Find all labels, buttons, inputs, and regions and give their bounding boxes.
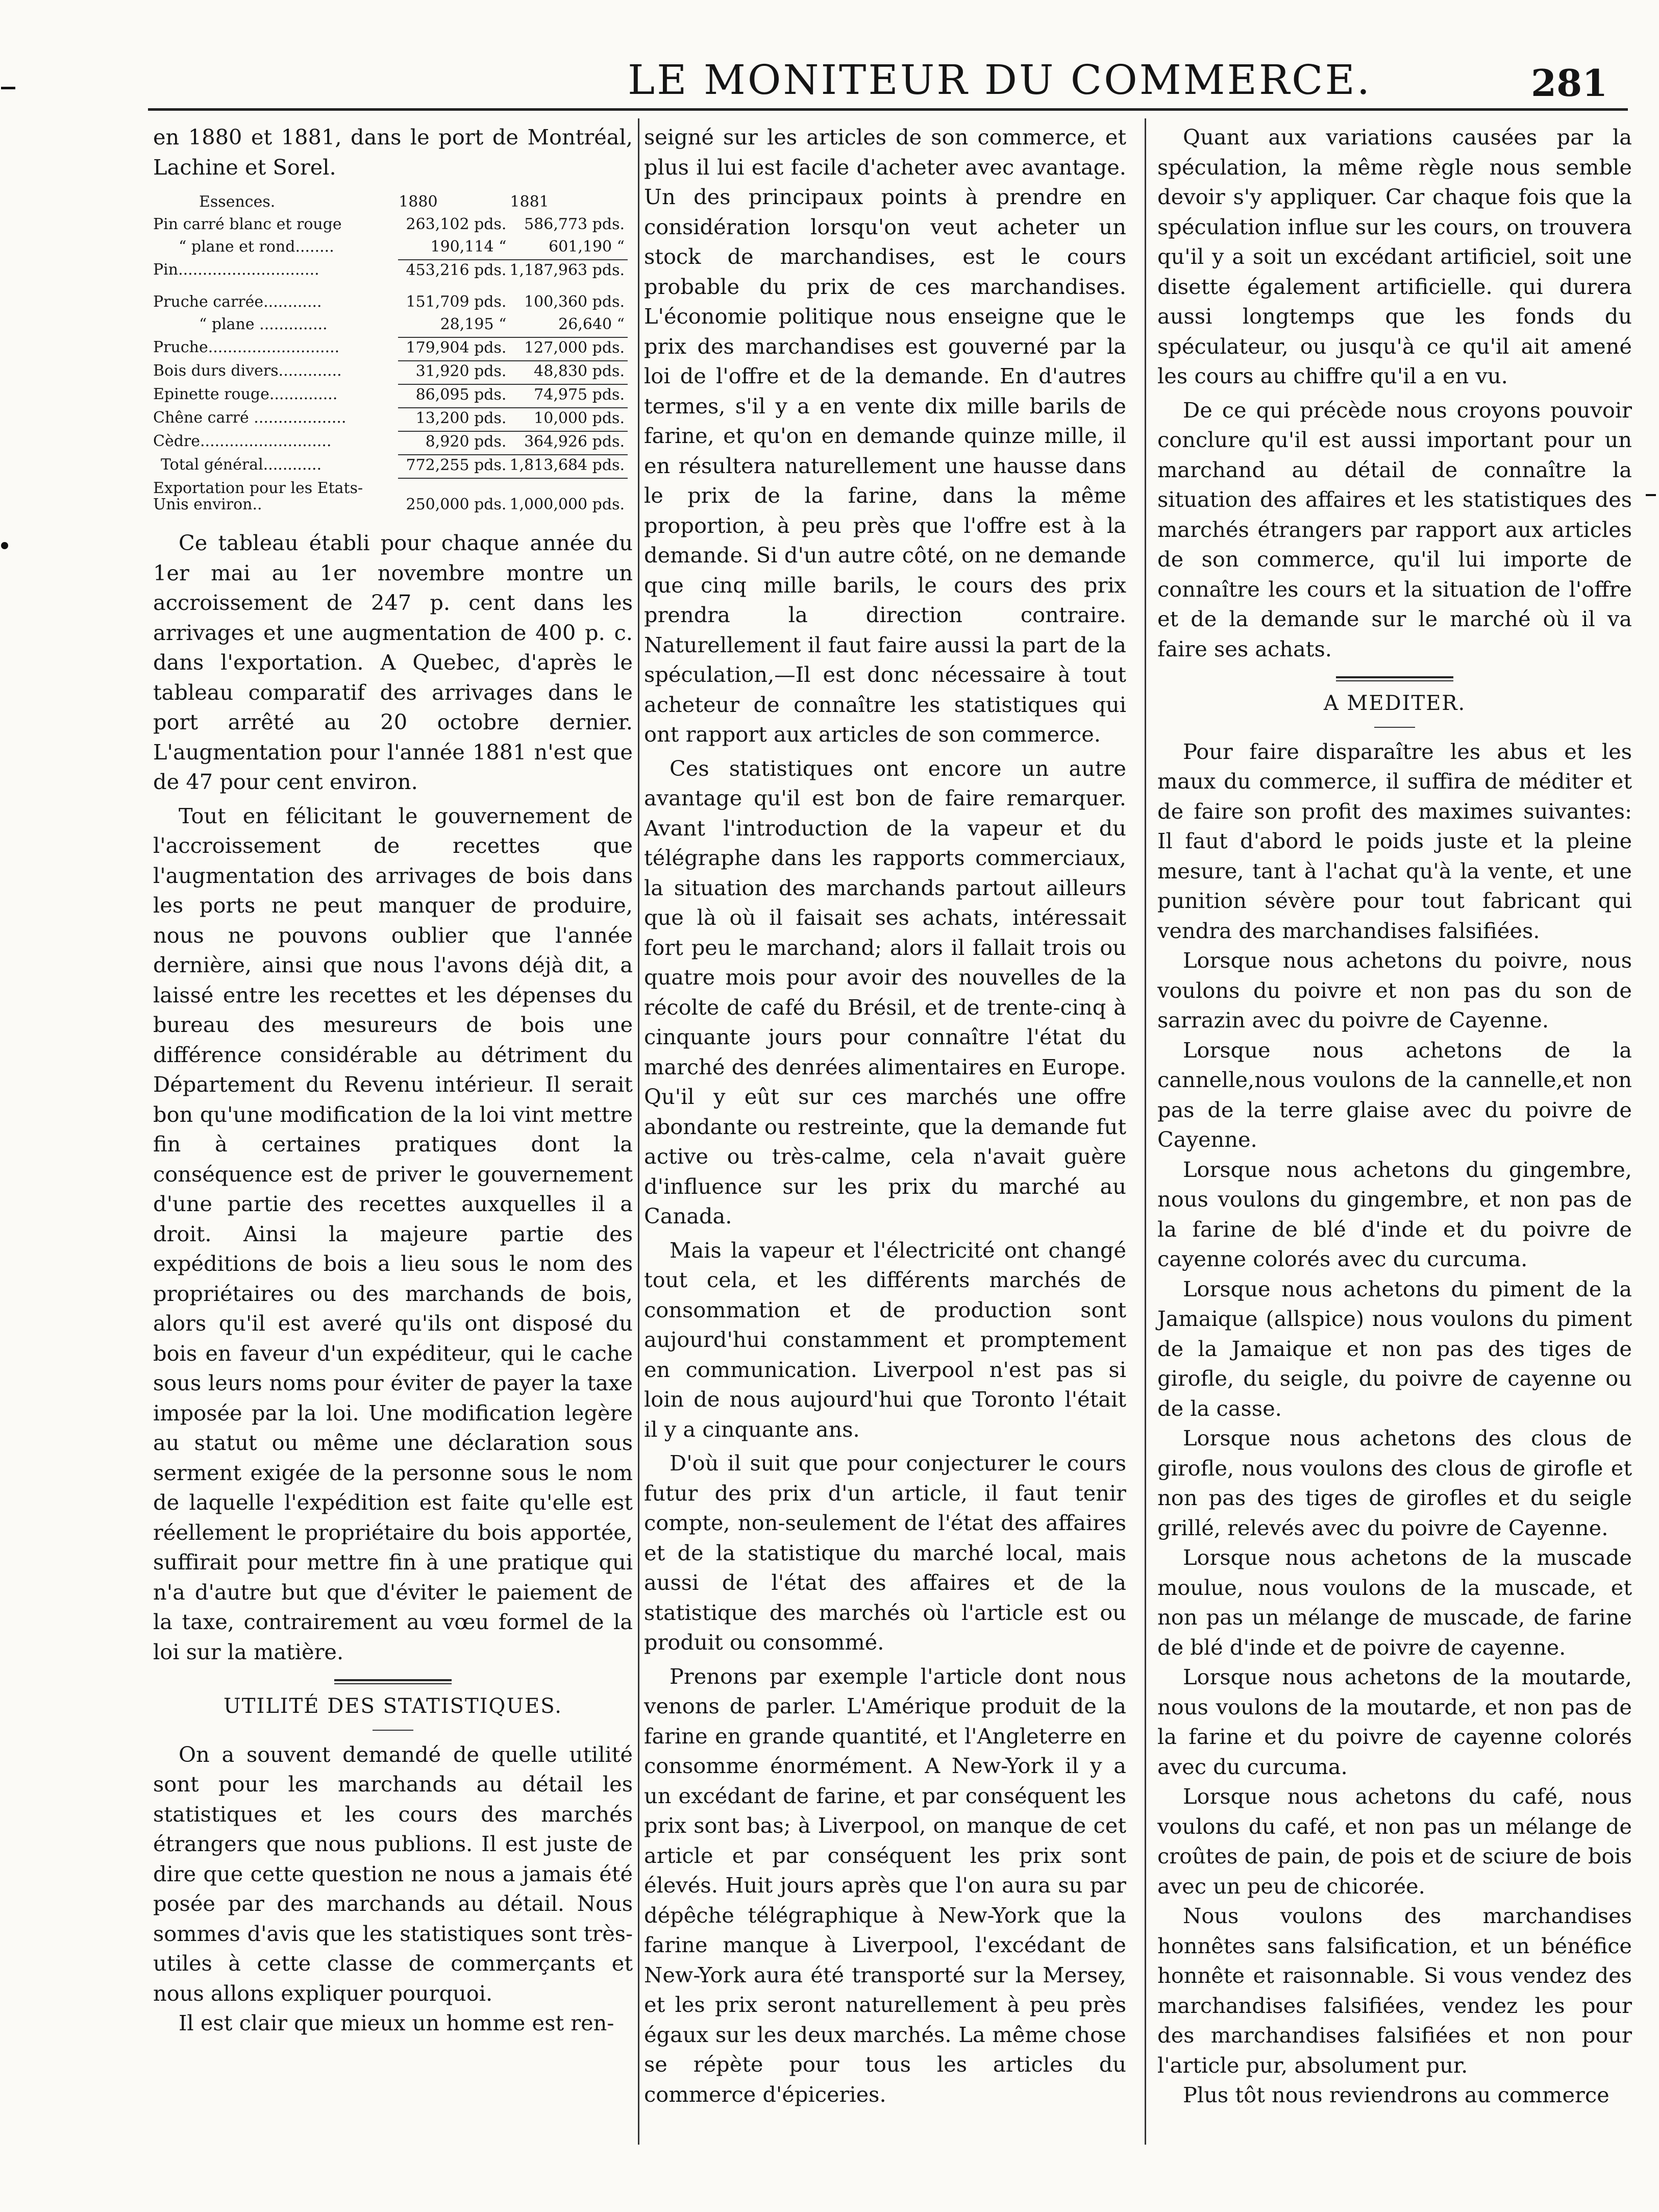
table-cell: 250,000 pds. (398, 478, 509, 517)
table-cell: 1,000,000 pds. (509, 478, 628, 517)
table-cell: 10,000 pds. (509, 408, 628, 431)
section-title: A MEDITER. (1323, 692, 1466, 715)
title-underline (373, 1730, 413, 1731)
paragraph: Nous voulons des marchandises honnêtes sans falsification, et un bénéfice honnête et raisonnable. Si vous vendez des marchandises falsifiées, vendez les pour des marchandises falsifiées et non pour l'article pur, absolument pur. (1157, 1903, 1632, 2078)
table-cell: 190,114 “ (430, 238, 507, 256)
section-title: UTILITÉ DES STATISTIQUES. (224, 1694, 562, 1718)
table-cell: Exportation pour les Etats-Unis environ.. (153, 479, 363, 513)
paragraph: Lorsque nous achetons de la cannelle,nous voulons de la cannelle,et non pas de la terre glaise avec du poivre de Cayenne. (1157, 1037, 1632, 1152)
table-row (153, 478, 628, 517)
table-header: 1881 (510, 193, 549, 211)
table-header-row (153, 193, 628, 214)
table-row (153, 408, 628, 431)
paragraph: Il est clair que mieux un homme est ren- (179, 2010, 614, 2035)
table-cell: 179,904 pds. (398, 337, 509, 361)
table-cell: 586,773 pds. (524, 215, 625, 233)
table-row (153, 237, 628, 260)
table-cell: 127,000 pds. (509, 337, 628, 361)
table-cell: 100,360 pds. (524, 293, 625, 311)
paragraph: De ce qui précède nous croyons pouvoir conclure qu'il est aussi important pour un marchand au détail de connaître la situation des affaires et les statistiques des marchés étrangers par rapport aux articles de son commerce, qu'il lui importe de connaître les cours et la situation de l'offre et de la demande sur le marché où il va faire ses achats. (1157, 397, 1632, 661)
table-cell: Epinette rouge.............. (153, 385, 338, 403)
paragraph: Quant aux variations causées par la spéculation, la même règle nous semble devoir s'y appliquer. Car chaque fois que la spéculation influe sur les cours, on trouvera qu'il y a soit un excédant artificiel, soit une disette également artificielle. qui durera aussi longtemps que les fonds du spéculateur, ou jusqu'à ce qu'il ait amené les cours au chiffre qu'il a en vu. (1157, 125, 1632, 388)
paragraph: Plus tôt nous reviendrons au commerce (1183, 2082, 1610, 2107)
table-header: 1880 (399, 193, 438, 211)
table-row (153, 283, 628, 314)
table-cell: 151,709 pds. (406, 293, 507, 311)
column-divider (638, 118, 639, 2145)
table-cell: Pin............................. (153, 261, 319, 279)
table-cell: 263,102 pds. (406, 215, 507, 233)
table-row (153, 260, 628, 283)
column-2 (644, 122, 1126, 2109)
table-cell: Total général............ (161, 456, 322, 474)
timber-table (153, 193, 628, 517)
table-row (153, 361, 628, 384)
margin-mark (1646, 494, 1656, 496)
page-number: 281 (1531, 61, 1608, 105)
table-cell: 601,190 “ (549, 238, 625, 256)
table-cell: “ plane et rond........ (179, 238, 334, 256)
paragraph: Lorsque nous achetons de la moutarde, nous voulons de la moutarde, et non pas de la farine et du poivre de cayenne colorés avec du curcuma. (1157, 1664, 1632, 1779)
table-cell: 74,975 pds. (509, 384, 628, 408)
table-cell: 26,640 “ (558, 315, 625, 333)
table-cell: 453,216 pds. (398, 260, 509, 283)
paragraph: Lorsque nous achetons du piment de la Jamaique (allspice) nous voulons du piment de la Jamaique et non pas des tiges de girofle, du seigle, du poivre de cayenne ou de la casse. (1157, 1276, 1632, 1421)
table-cell: 13,200 pds. (398, 408, 509, 431)
header-rule (148, 108, 1628, 111)
table-header: Essences. (199, 193, 276, 211)
table-cell: 48,830 pds. (509, 361, 628, 384)
paragraph: Ce tableau établi pour chaque année du 1er mai au 1er novembre montre un accroissement de 247 p. cent dans les arrivages et une augmentation de 400 p. c. dans l'exportation. A Quebec, d'après le tableau comparatif des arrivages dans le port arrêté au 20 octobre dernier. L'augmentation pour l'année 1881 n'est que de 47 pour cent environ. (153, 530, 633, 794)
table-row (153, 455, 628, 478)
paragraph: Lorsque nous achetons du poivre, nous voulons du poivre et non pas du son de sarrazin avec du poivre de Cayenne. (1157, 948, 1632, 1033)
table-cell: 1,187,963 pds. (509, 260, 628, 283)
table-cell: 772,255 pds. (398, 455, 509, 478)
paragraph: Mais la vapeur et l'électricité ont changé tout cela, et les différents marchés de consommation et de production sont aujourd'hui constamment et promptement en communication. Liverpool n'est pas si loin de nous aujourd'hui que Toronto l'était il y a cinquante ans. (644, 1237, 1126, 1442)
paragraph: Lorsque nous achetons du gingembre, nous voulons du gingembre, et non pas de la farine de blé d'inde et du poivre de cayenne colorés avec du curcuma. (1157, 1157, 1632, 1271)
column-1 (153, 122, 633, 2038)
paragraph: Tout en félicitant le gouvernement de l'accroissement de recettes que l'augmentation des arrivages de bois dans les ports ne peut manquer de produire, nous ne pouvons oublier que l'année dernière, ainsi que nous l'avons déjà dit, a laissé entre les recettes et les dépenses du bureau des mesureurs de bois une différence considérable au détriment du Département du Revenu intérieur. Il serait bon qu'une modification de la loi vint mettre fin à certaines pratiques dont la conséquence est de priver le gouvernement d'une partie des recettes auxquelles il a droit. Ainsi la majeure partie des expéditions de bois a lieu sous le nom des propriétaires ou des marchands de bois, alors qu'il est averé qu'ils ont disposé du bois en faveur d'un expéditeur, qui le cache sous leurs noms pour éviter de payer la taxe imposée par la loi. Une modification legère au statut ou même une déclaration sous serment exigée de la personne sous le nom de laquelle l'expédition est faite qu'elle est réellement le propriétaire du bois apportée, suffirait pour mettre fin à une pratique qui n'a d'autre but que d'éviter le paiement de la taxe, contrairement au vœu formel de la loi sur la matière. (153, 803, 633, 1664)
table-cell: 364,926 pds. (509, 431, 628, 455)
table-row (153, 384, 628, 408)
paragraph: D'où il suit que pour conjecturer le cours futur des prix d'un article, il faut tenir compte, non-seulement de l'état des affaires et de la statistique du marché local, mais aussi de l'état des affaires et de la statistique des marchés où l'article est ou produit ou consommé. (644, 1451, 1126, 1655)
paragraph: Pour faire disparaître les abus et les maux du commerce, il suffira de méditer et de faire son profit des maximes suivantes: Il faut d'abord le poids juste et la pleine mesure, tant à l'achat qu'à la vente, et une punition sévère pour tout fabricant qui vendra des marchandises falsifiées. (1157, 739, 1632, 943)
table-row (153, 337, 628, 361)
table-row (153, 431, 628, 455)
paragraph: Lorsque nous achetons des clous de girofle, nous voulons des clous de girofle et non pas des tiges de girofles et du seigle grillé, relevés avec du poivre de Cayenne. (1157, 1425, 1632, 1540)
newspaper-title: LE MONITEUR DU COMMERCE. (628, 56, 1372, 104)
table-cell: 86,095 pds. (398, 384, 509, 408)
table-cell: Cèdre........................... (153, 432, 332, 450)
margin-mark (1, 542, 8, 549)
table-row (153, 214, 628, 237)
paragraph: seigné sur les articles de son commerce, et plus il lui est facile d'acheter avec avantage. Un des principaux points à prendre en considération lorsqu'on veut acheter un stock de marchandises, est le cours probable du prix de ces marchandises. L'économie politique nous enseigne que le prix des marchandises est gouverné par la loi de l'offre et de la demande. En d'autres termes, s'il y a en vente dix mille barils de farine, et qu'on en demande quinze mille, il en résultera naturellement une hausse dans le prix de la farine, dans la même proportion, à peu près que l'offre est à la demande. Si d'un autre côté, on ne demande que cinq mille barils, le cours des prix prendra la direction contraire. Naturellement il faut faire aussi la part de la spéculation,—Il est donc nécessaire à tout acheteur de connaître les statistiques qui ont rapport aux articles de son commerce. (644, 125, 1126, 747)
paragraph: Prenons par exemple l'article dont nous venons de parler. L'Amérique produit de la farine en grande quantité, et l'Angleterre en consomme énormément. A New-York il y a un excédant de farine, et par conséquent les prix sont bas; à Liverpool, on manque de cet article et par conséquent les prix sont élevés. Huit jours après que l'on aura su par dépêche télégraphique à New-York que la farine manque à Liverpool, l'excédant de New-York aura été transporté sur la Mersey, et les prix seront naturellement à peu près égaux sur les deux marchés. La même chose se répète pour tous les articles du commerce d'épiceries. (644, 1663, 1126, 2107)
table-cell: Chêne carré ................... (153, 409, 346, 427)
table-cell: 8,920 pds. (398, 431, 509, 455)
table-cell: “ plane .............. (199, 315, 328, 333)
table-cell: Pin carré blanc et rouge (153, 215, 342, 233)
table-cell: 1,813,684 pds. (509, 455, 628, 478)
section-divider (1336, 676, 1453, 681)
paragraph: On a souvent demandé de quelle utilité sont pour les marchands au détail les statistiques et les cours des marchés étrangers que nous publions. Il est juste de dire que cette question ne nous a jamais été posée par des marchands au détail. Nous sommes d'avis que les statistiques sont très-utiles à cette classe de commerçants et nous allons expliquer pourquoi. (153, 1741, 633, 2006)
table-cell: Pruche carrée............ (153, 293, 322, 311)
table-cell: 31,920 pds. (398, 361, 509, 384)
column-divider (1145, 118, 1146, 2145)
table-cell: Bois durs divers............. (153, 362, 342, 380)
title-underline (1374, 727, 1415, 728)
column-3 (1157, 122, 1632, 2110)
table-cell: 28,195 “ (440, 315, 507, 333)
paragraph: Lorsque nous achetons de la muscade moulue, nous voulons de la muscade, et non pas un mélange de muscade, de farine de blé d'inde et de poivre de cayenne. (1157, 1545, 1632, 1660)
paragraph: Lorsque nous achetons du café, nous voulons du café, et non pas un mélange de croûtes de pain, de pois et de sciure de bois avec un peu de chicorée. (1157, 1784, 1632, 1899)
paragraph: en 1880 et 1881, dans le port de Montréal, Lachine et Sorel. (153, 125, 633, 180)
table-cell: Pruche........................... (153, 338, 340, 356)
table-row (153, 314, 628, 337)
margin-mark (1, 87, 15, 89)
section-divider (334, 1679, 452, 1684)
paragraph: Ces statistiques ont encore un autre avantage qu'il est bon de faire remarquer. Avant l'introduction de la vapeur et du télégraphe dans les rapports commerciaux, la situation des marchands partout ailleurs que là où il faisait ses achats, intéressait fort peu le marchand; alors il fallait trois ou quatre mois pour avoir des nouvelles de la récolte de café du Brésil, et de trente-cinq à cinquante jours pour connaître l'état du marché des denrées alimentaires en Europe. Qu'il y eût sur ces marchés une offre abondante ou restreinte, que la demande fut active ou très-calme, cela n'avait guère d'influence sur les prix du marché au Canada. (644, 755, 1126, 1228)
